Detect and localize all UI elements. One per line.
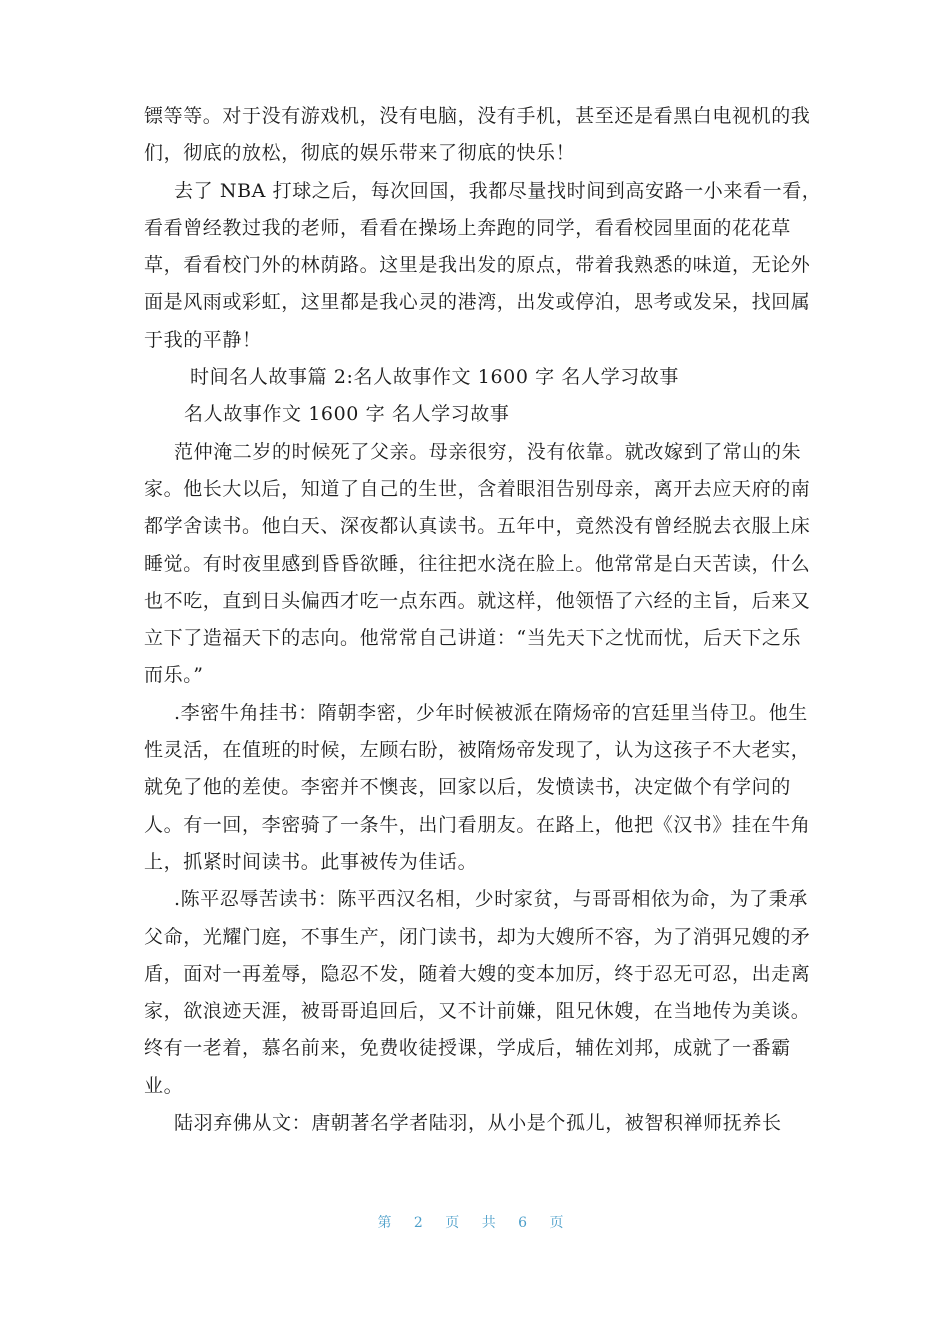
page-number-footer: 第 2 页 共 6 页 [377,1215,573,1231]
text-line: 睡觉。有时夜里感到昏昏欲睡，往往把水浇在脸上。他常常是白天苦读，什么 [144,552,811,575]
text-line: 都学舍读书。他白天、深夜都认真读书。五年中，竟然没有曾经脱去衣服上床 [144,515,811,538]
sub-heading: 名人故事作文 1600 字 名人学习故事 [184,403,510,426]
text-line: 面是风雨或彩虹，这里都是我心灵的港湾，出发或停泊，思考或发呆，找回属 [144,291,811,314]
text-line: 人。有一回，李密骑了一条牛，出门看朋友。在路上，他把《汉书》挂在牛角 [144,813,811,836]
section-heading: 时间名人故事篇 2:名人故事作文 1600 字 名人学习故事 [190,366,680,389]
paragraph-start-line: 去了 NBA 打球之后，每次回国，我都尽量找时间到高安路一小来看一看， [174,179,822,202]
text-line: 于我的平静！ [144,328,262,351]
page-body [144,98,822,1142]
text-line: 看看曾经教过我的老师，看看在操场上奔跑的同学，看看校园里面的花花草 [144,216,791,239]
text-line: 终有一老着，慕名前来，免费收徒授课，学成后，辅佐刘邦，成就了一番霸 [144,1037,791,1060]
text-line: 们，彻底的放松，彻底的娱乐带来了彻底的快乐！ [144,142,576,165]
text-line: 也不吃，直到日头偏西才吃一点东西。就这样，他领悟了六经的主旨，后来又 [144,589,811,612]
paragraph-start-line: .陈平忍辱苦读书：陈平西汉名相，少时家贫，与哥哥相依为命，为了秉承 [174,888,808,911]
text-line: 就免了他的差使。李密并不懊丧，回家以后，发愤读书，决定做个有学问的 [144,776,791,799]
text-line: 业。 [144,1074,184,1097]
text-line: 家。他长大以后，知道了自己的生世，含着眼泪告别母亲，离开去应天府的南 [144,477,811,500]
text-line: 盾，面对一再羞辱，隐忍不发，随着大嫂的变本加厉，终于忍无可忍，出走离 [144,962,811,985]
paragraph-start-line: 陆羽弃佛从文：唐朝著名学者陆羽，从小是个孤儿，被智积禅师抚养长 [174,1112,782,1135]
text-line: 父命，光耀门庭，不事生产，闭门读书，却为大嫂所不容，为了消弭兄嫂的矛 [144,925,811,948]
paragraph-start-line: 范仲淹二岁的时候死了父亲。母亲很穷，没有依靠。就改嫁到了常山的朱 [174,440,802,463]
text-line: 上，抓紧时间读书。此事被传为佳话。 [144,850,478,873]
text-line: 立下了造福天下的志向。他常常自己讲道：“当先天下之忧而忧，后天下之乐 [144,627,802,650]
text-line: 草，看看校门外的林荫路。这里是我出发的原点，带着我熟悉的味道，无论外 [144,254,811,277]
text-line: 家，欲浪迹天涯，被哥哥追回后，又不计前嫌，阻兄休嫂，在当地传为美谈。 [144,1000,811,1023]
paragraph-start-line: .李密牛角挂书：隋朝李密，少年时候被派在隋炀帝的宫廷里当侍卫。他生 [174,701,808,724]
text-line: 镖等等。对于没有游戏机，没有电脑，没有手机，甚至还是看黑白电视机的我 [144,105,811,127]
text-line: 而乐。” [144,664,204,687]
text-line: 性灵活，在值班的时候，左顾右盼，被隋炀帝发现了，认为这孩子不大老实， [144,739,811,762]
